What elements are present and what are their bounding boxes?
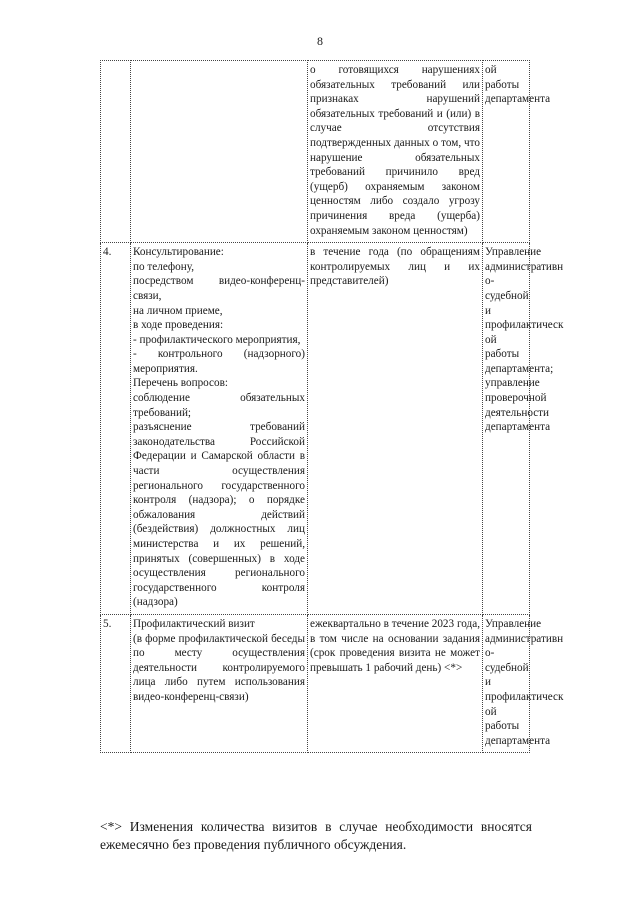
table-row (101, 61, 530, 243)
name-line: на личном приеме, (133, 304, 223, 317)
name-line: Консультирование: (133, 246, 224, 259)
table-row (101, 243, 530, 615)
name-line: разъяснение требований законодательства Российской Федерации и Самарской области в части осуществления регионального государственного контроля (надзора); о порядке обжалования действий (бездействия) должностных лиц министерства и их решений, принятых (совершенных) в ходе осуществления регионального государственного контроля (надзора) (133, 421, 305, 609)
measure-name (131, 243, 308, 615)
name-line: - профилактического мероприятия, (133, 333, 301, 346)
footnote: <*> Изменения количества визитов в случае необходимости вносятся ежемесячно без проведения публичного обсуждения. (100, 819, 532, 852)
row-number: 5. (101, 614, 131, 752)
name-line: - контрольного (надзорного) мероприятия. (133, 348, 305, 375)
name-line: по телефону, (133, 260, 195, 273)
measure-term: о готовящихся нарушениях обязательных требований или признаках нарушений обязательных требований и (или) в случае отсутствия подтвержденных данных о том, что нарушение обязательных требований причинило вред (ущерб) охраняемым законом ценностям либо создало угрозу причинения вреда (ущерба) охраняемым законом ценностям) (308, 61, 483, 243)
measure-responsible: Управление административн о-судебной и профилактическ ой работы департамента; управление проверочной деятельности департамента (483, 243, 530, 615)
measure-responsible: Управление административн о-судебной и профилактическ ой работы департамента (483, 614, 530, 752)
name-line: (в форме профилактической беседы по месту осуществления деятельности контролируемого лица либо путем использования видео-конференц-связи) (133, 632, 305, 703)
measure-term: ежеквартально в течение 2023 года, в том числе на основании задания (срок проведения визита не может превышать 1 рабочий день) <*> (308, 614, 483, 752)
row-number: 4. (101, 243, 131, 615)
row-number (101, 61, 131, 243)
name-line: посредством видео-конференц-связи, (133, 275, 305, 302)
table-row (101, 614, 530, 752)
page-number: 8 (317, 34, 323, 48)
name-line: соблюдение обязательных требований; (133, 392, 305, 419)
name-line: Перечень вопросов: (133, 377, 229, 390)
measure-name (131, 614, 308, 752)
name-line: в ходе проведения: (133, 319, 224, 332)
measure-responsible: ой работы департамента (483, 61, 530, 243)
measure-name (131, 61, 308, 243)
name-line: Профилактический визит (133, 617, 255, 630)
measure-term: в течение года (по обращениям контролируемых лиц и их представителей) (308, 243, 483, 615)
prevention-plan-table (100, 60, 564, 753)
